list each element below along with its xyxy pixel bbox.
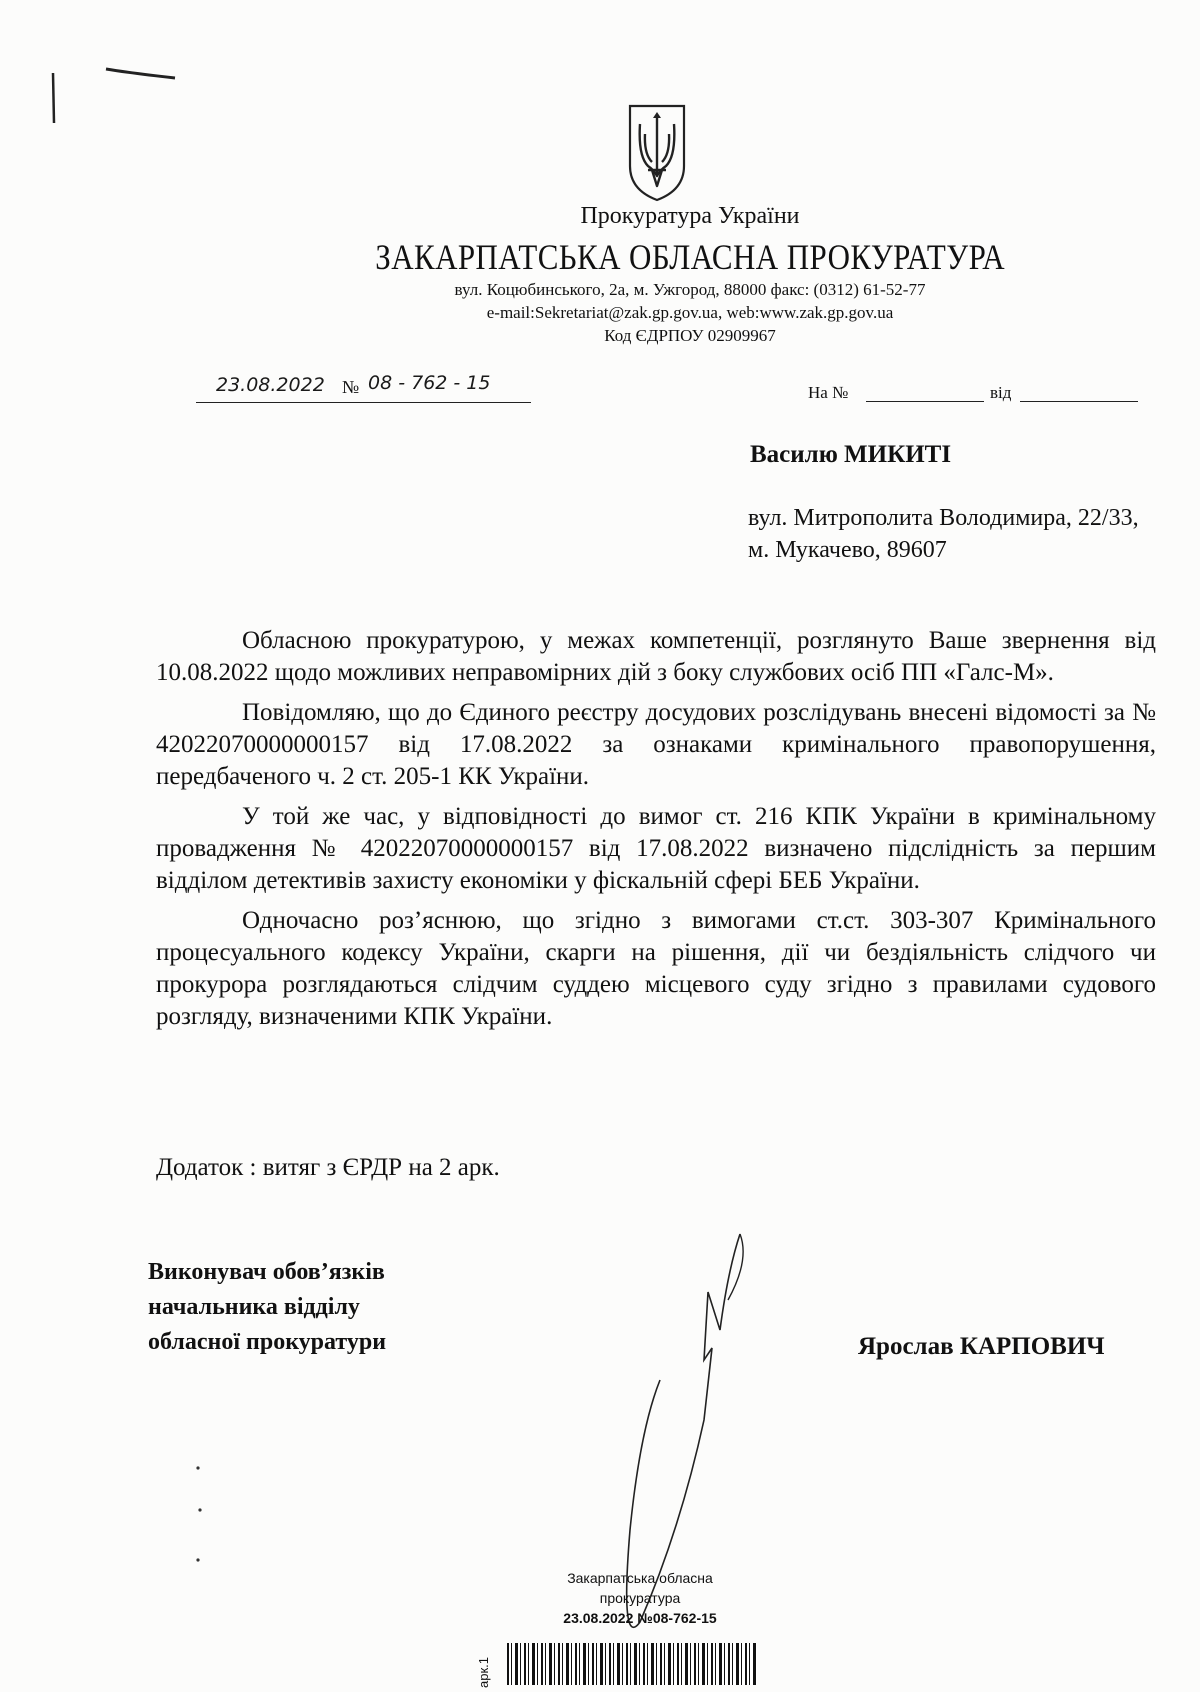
outgoing-date: 23.08.2022 (216, 374, 325, 396)
recipient-address-line1: вул. Митрополита Володимира, 22/33, (748, 505, 1139, 531)
letter-body (156, 625, 1156, 1033)
stamp-line3: 23.08.2022 №08-762-15 (563, 1610, 717, 1626)
barcode-icon (507, 1643, 757, 1685)
stamp-line2: прокуратура (599, 1590, 681, 1606)
stamp-line1: Закарпатська обласна (567, 1570, 713, 1586)
recipient-name: Василю МИКИТІ (750, 441, 952, 468)
sheet-label: арк.1 (476, 1657, 491, 1688)
outgoing-number: 08 - 762 - 15 (368, 372, 491, 394)
body-paragraph-2: Повідомляю, що до Єдиного реєстру досудових розслідувань внесені відомості за № 42022070000000157 від 17.08.2022 за ознаками кримінального правопорушення, передбаченого ч. 2 ст. 205-1 КК України. (156, 699, 1156, 790)
recipient-address (748, 502, 1139, 566)
position-line3: обласної прокуратури (148, 1329, 387, 1355)
org-name: ЗАКАРПАТСЬКА ОБЛАСНА ПРОКУРАТУРА (375, 237, 1005, 277)
number-sign: № (342, 377, 360, 397)
from-label: від (990, 383, 1012, 402)
edrpou-code: Код ЄДРПОУ 02909967 (604, 326, 776, 345)
scan-dots (190, 1460, 210, 1580)
position-line1: Виконувач обов’язків (148, 1259, 385, 1285)
body-paragraph-3: У той же час, у відповідності до вимог ст. 216 КПК України в кримінальному провадження № 42022070000000157 від 17.08.2022 визначено підслідність за першим відділом детективів захисту економіки у фіскальній сфері БЕБ України. (156, 803, 1156, 894)
contact-line: e-mail:Sekretariat@zak.gp.gov.ua, web:www.zak.gp.gov.ua (486, 303, 894, 322)
reply-reference (808, 383, 1143, 407)
org-contacts (300, 278, 1080, 347)
body-paragraph-1: Обласною прокуратурою, у межах компетенції, розглянуто Ваше звернення від 10.08.2022 щодо можливих неправомірних дій з боку службових осіб ПП «Галс-М». (156, 627, 1156, 686)
trident-emblem-icon (628, 104, 686, 202)
position-line2: начальника відділу (148, 1294, 360, 1320)
signatory-position (148, 1255, 386, 1360)
attachment-note: Додаток : витяг з ЄРДР на 2 арк. (156, 1154, 500, 1181)
recipient-address-line2: м. Мукачево, 89607 (748, 537, 947, 563)
reply-label: На № (808, 383, 849, 402)
org-parent: Прокуратура України (580, 203, 800, 229)
registration-stamp (530, 1568, 750, 1628)
margin-marks (40, 55, 200, 135)
address-line: вул. Коцюбинського, 2а, м. Ужгород, 88000 факс: (0312) 61-52-77 (454, 280, 926, 299)
body-paragraph-4: Одночасно роз’яснюю, що згідно з вимогами ст.ст. 303-307 Кримінального процесуального кодексу України, скарги на рішення, дії чи бездіяльність слідчого чи прокурора розглядаються слідчим суддею місцевого суду згідно з правилами судового розгляду, визначеними КПК України. (156, 907, 1156, 1030)
outgoing-registration (196, 372, 531, 403)
signatory-name: Ярослав КАРПОВИЧ (858, 1333, 1105, 1360)
